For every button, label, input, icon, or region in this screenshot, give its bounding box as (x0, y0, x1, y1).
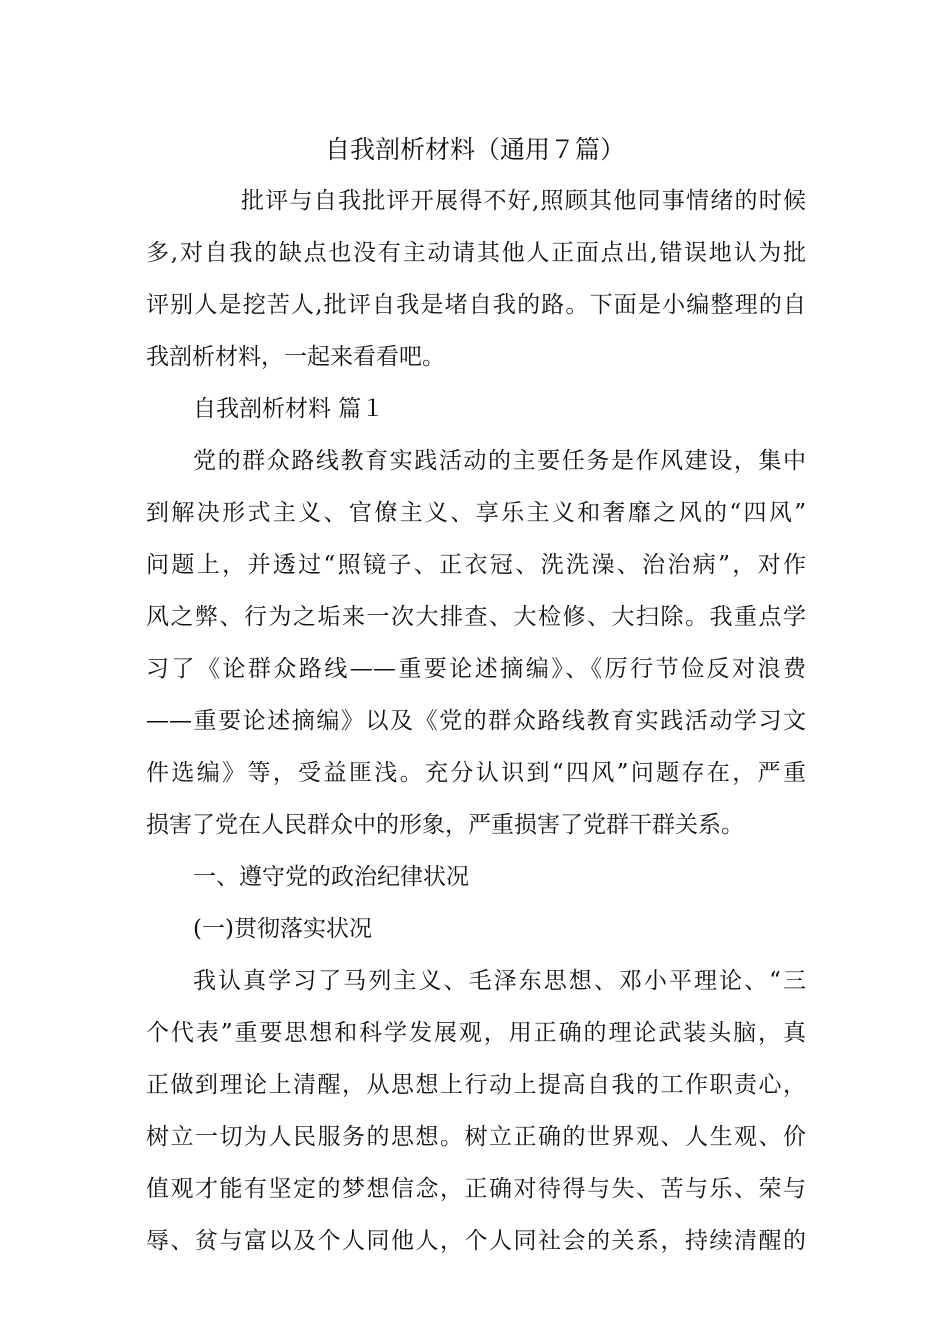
paragraph-line: 问题上，并透过“照镜子、正衣冠、洗洗澡、治治病”，对作 (146, 552, 806, 578)
paragraph-line: 树立一切为人民服务的思想。树立正确的世界观、人生观、价 (146, 1124, 806, 1150)
paragraph-line: 习了《论群众路线——重要论述摘编》、《厉行节俭反对浪费 (146, 656, 806, 682)
paragraph-line: 批评与自我批评开展得不好,照顾其他同事情绪的时候 (241, 188, 806, 214)
paragraph-line: 正做到理论上清醒，从思想上行动上提高自我的工作职责心， (146, 1072, 806, 1098)
document-title: 自我剖析材料（通用７篇） (324, 135, 625, 164)
paragraph-line: 我认真学习了马列主义、毛泽东思想、邓小平理论、“三 (193, 968, 806, 994)
paragraph-line: 辱、贫与富以及个人同他人，个人同社会的关系，持续清醒的 (146, 1228, 806, 1254)
subsection-heading: (一)贯彻落实状况 (193, 916, 372, 942)
paragraph-line: 我剖析材料，一起来看看吧。 (146, 344, 445, 370)
paragraph-line: 个代表”重要思想和科学发展观，用正确的理论武装头脑，真 (146, 1020, 806, 1046)
paragraph-line: 风之弊、行为之垢来一次大排查、大检修、大扫除。我重点学 (146, 604, 806, 630)
paragraph-line: 到解决形式主义、官僚主义、享乐主义和奢靡之风的“四风” (146, 500, 806, 526)
paragraph-line: 多,对自我的缺点也没有主动请其他人正面点出,错误地认为批 (146, 240, 806, 266)
paragraph-line: ——重要论述摘编》以及《党的群众路线教育实践活动学习文 (146, 708, 806, 734)
paragraph-line: 评别人是挖苦人,批评自我是堵自我的路。下面是小编整理的自 (146, 292, 806, 318)
paragraph-line: 件选编》等，受益匪浅。充分认识到“四风”问题存在，严重 (146, 760, 806, 786)
paragraph-line: 值观才能有坚定的梦想信念，正确对待得与失、苦与乐、荣与 (146, 1176, 806, 1202)
paragraph-line: 损害了党在人民群众中的形象，严重损害了党群干群关系。 (146, 812, 744, 838)
section-heading: 自我剖析材料 篇１ (193, 396, 385, 422)
section-heading: 一、遵守党的政治纪律状况 (193, 864, 469, 890)
paragraph-line: 党的群众路线教育实践活动的主要任务是作风建设，集中 (193, 448, 806, 474)
